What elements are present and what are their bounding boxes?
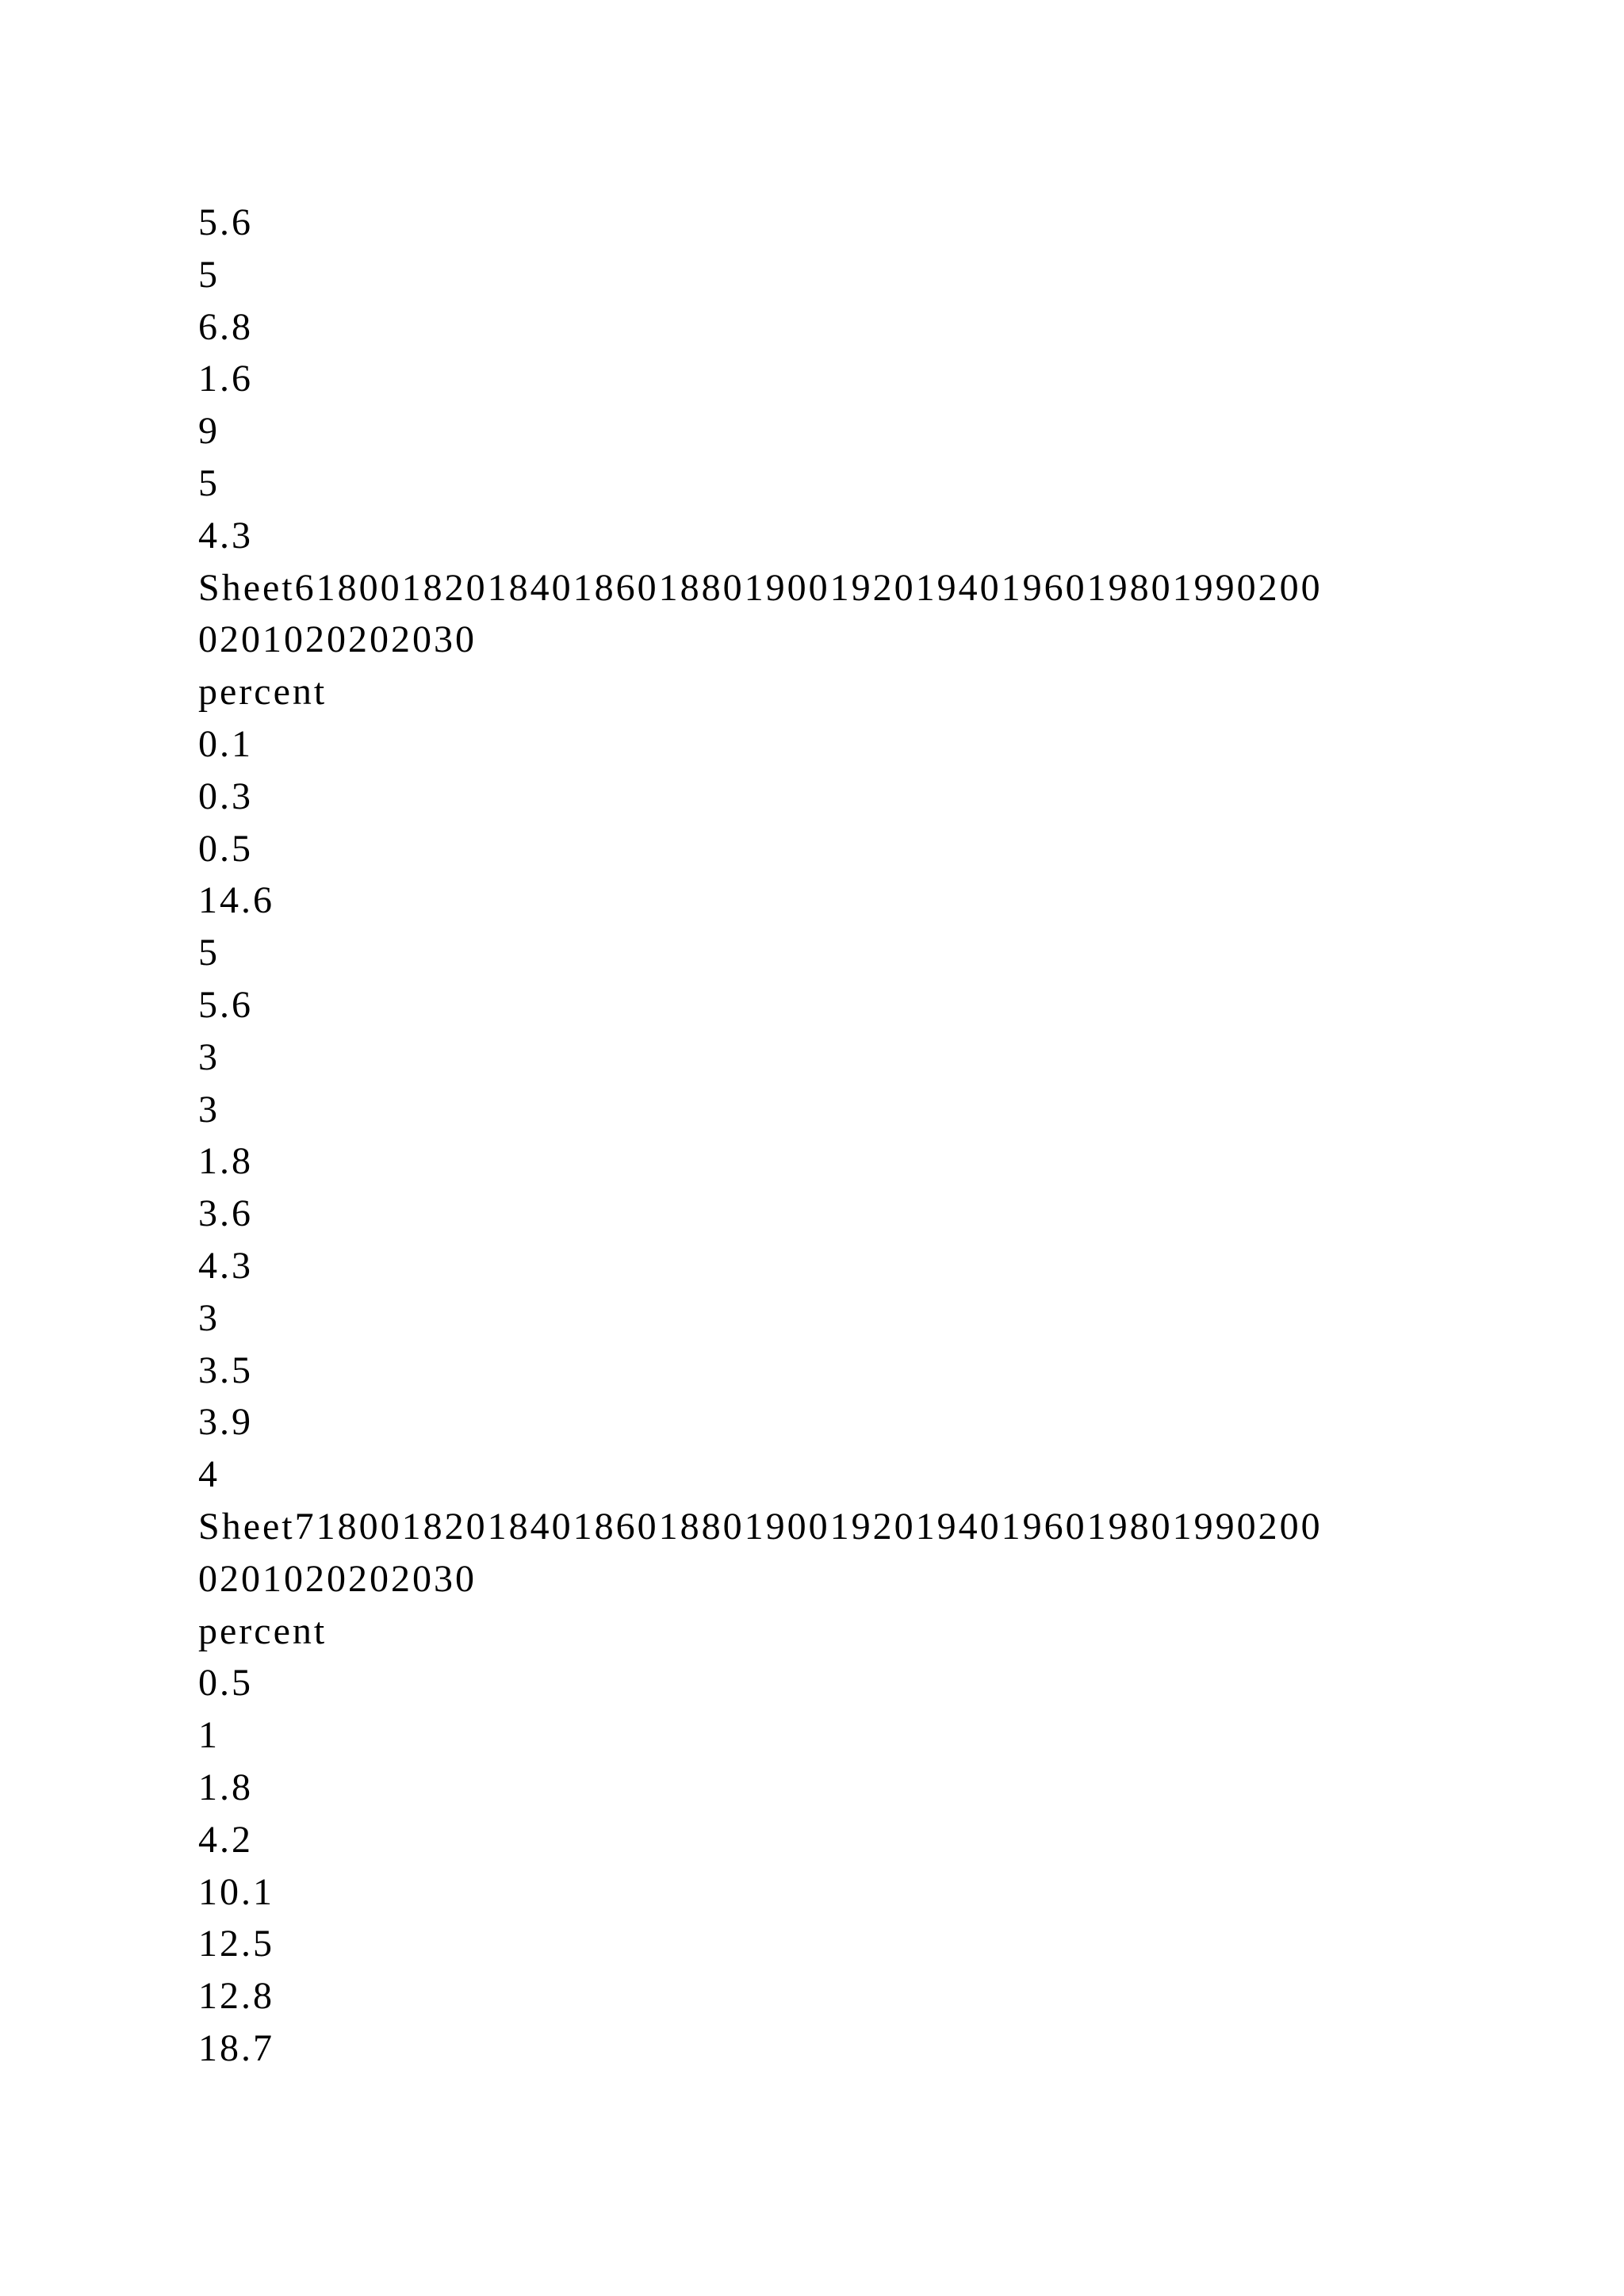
text-line: 1 — [198, 1714, 220, 1757]
text-line: Sheet7180018201840186018801900192019401960198019902​00 — [198, 1505, 1323, 1548]
text-line: 4.3 — [198, 1244, 253, 1287]
text-line: 0201020202030 — [198, 1557, 477, 1600]
text-line: Sheet6180018201840186018801900192019401960198019902​00 — [198, 566, 1323, 609]
text-line: 0.1 — [198, 722, 253, 765]
text-line: 5.6 — [198, 983, 253, 1026]
text-line: 0201020202030 — [198, 618, 477, 661]
text-line: 0.3 — [198, 775, 253, 817]
text-line: 0.5 — [198, 1662, 253, 1705]
text-line: 14.6 — [198, 879, 274, 922]
text-line: 10.1 — [198, 1870, 274, 1913]
document-text — [198, 197, 1467, 2075]
text-line: 4.2 — [198, 1818, 253, 1861]
text-line: 1.8 — [198, 1140, 253, 1183]
text-line: 5 — [198, 461, 220, 504]
text-line: 18.7 — [198, 2026, 274, 2069]
text-line: 12.8 — [198, 1975, 274, 2018]
text-line: percent — [198, 671, 327, 714]
text-line: 9 — [198, 410, 220, 453]
text-line: 4 — [198, 1453, 220, 1496]
text-line: 0.5 — [198, 827, 253, 870]
text-line: 3 — [198, 1035, 220, 1078]
text-line: 3.6 — [198, 1192, 253, 1235]
text-line: 3 — [198, 1088, 220, 1131]
text-line: 5 — [198, 932, 220, 974]
text-line: 6.8 — [198, 305, 253, 348]
text-line: percent — [198, 1609, 327, 1652]
text-line: 12.5 — [198, 1923, 274, 1965]
text-line: 5 — [198, 253, 220, 296]
text-line: 3 — [198, 1296, 220, 1339]
text-line: 4.3 — [198, 514, 253, 557]
text-line: 1.6 — [198, 358, 253, 400]
text-line: 3.5 — [198, 1349, 253, 1391]
text-line: 5.6 — [198, 201, 253, 243]
text-line: 3.9 — [198, 1401, 253, 1444]
text-line: 1.8 — [198, 1766, 253, 1808]
